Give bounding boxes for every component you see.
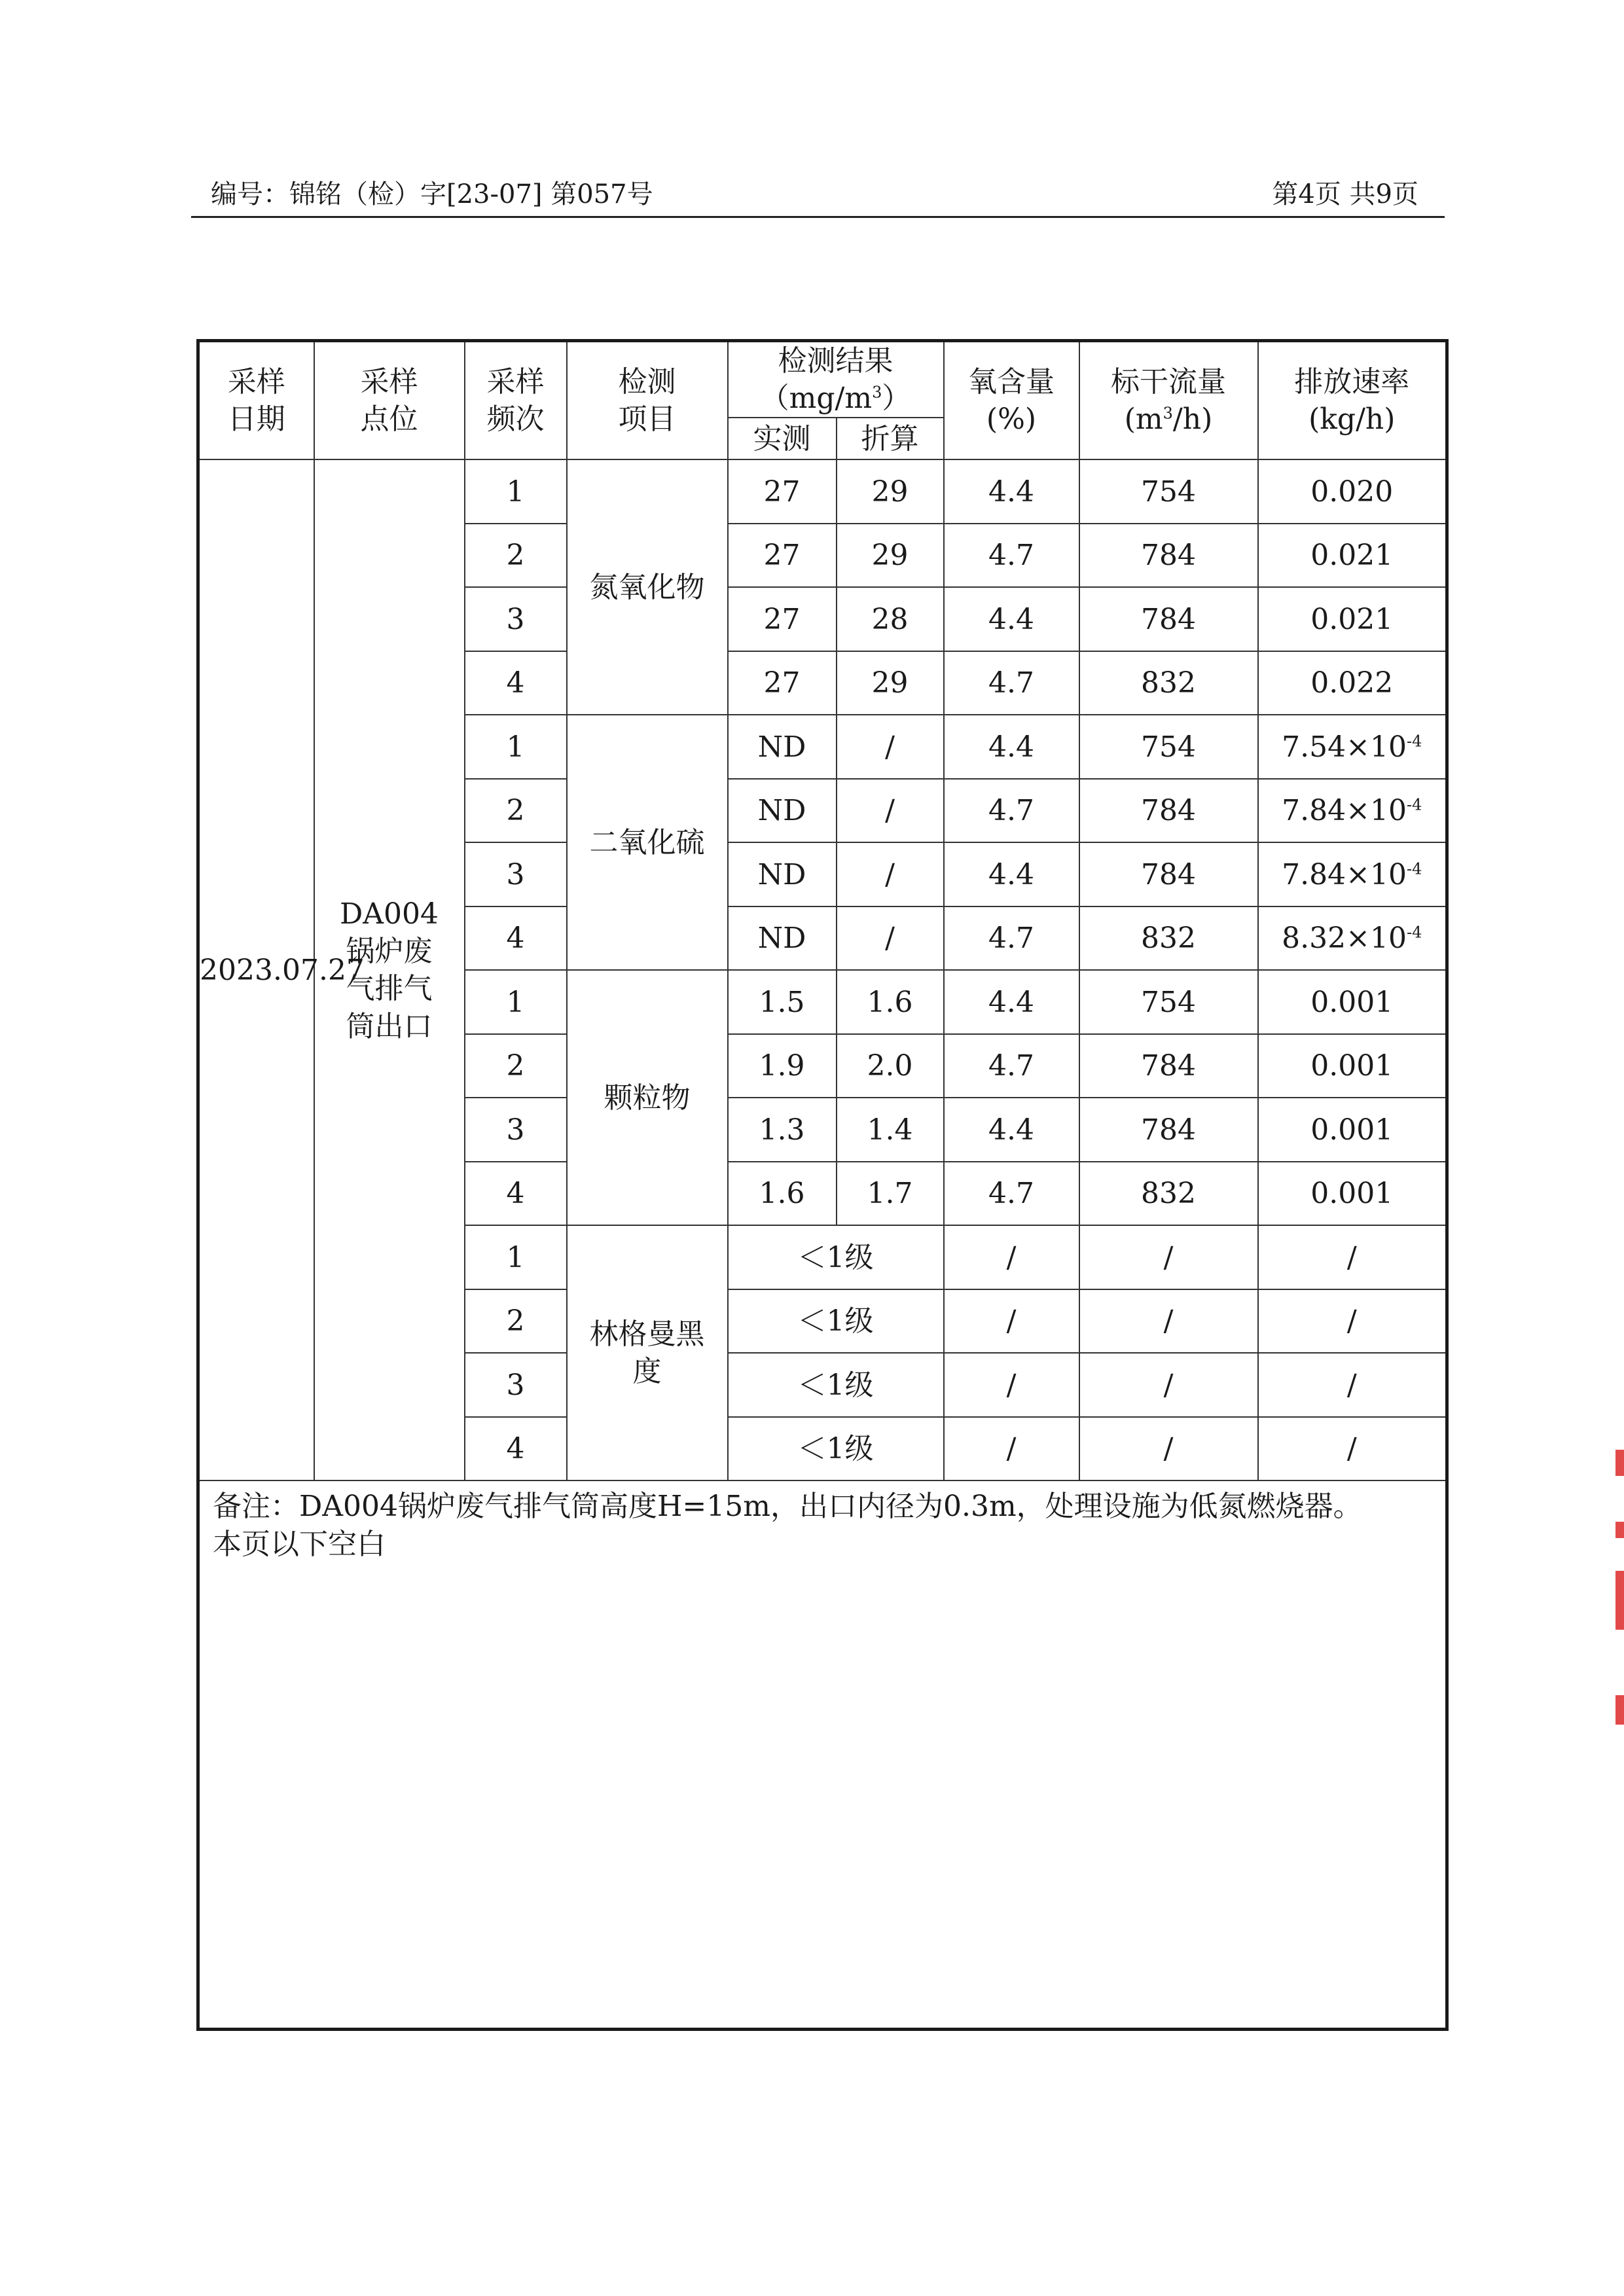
flow-cell: 832	[1079, 1162, 1258, 1226]
measured-cell: ND	[728, 779, 837, 843]
oxygen-cell: /	[944, 1225, 1079, 1289]
header-result-unit: $(mg/m^3)$	[760, 382, 911, 416]
frequency-cell: 3	[465, 842, 567, 906]
seal-edge-mark	[1615, 1450, 1624, 1476]
frequency-cell: 4	[465, 1417, 567, 1481]
rate-cell	[1258, 1098, 1447, 1162]
item-cell: 氮氧化物	[567, 459, 728, 715]
sampling-date: 2023.07.27	[198, 459, 314, 1480]
converted-cell: 1.6	[837, 970, 944, 1034]
doc-number: 编号：锦铭（检）字[23-07] 第057号	[211, 179, 653, 209]
frequency-cell: 1	[465, 970, 567, 1034]
result-cell: ＜1级	[728, 1353, 944, 1417]
rate-value: /	[1346, 1304, 1357, 1338]
seal-edge-mark	[1615, 1522, 1624, 1538]
table-row	[198, 459, 1447, 524]
oxygen-cell: 4.7	[944, 524, 1079, 588]
rate-exponent: -4	[1406, 859, 1422, 878]
flow-cell: 832	[1079, 651, 1258, 715]
frequency-cell: 2	[465, 1034, 567, 1098]
rate-cell	[1258, 1289, 1447, 1354]
oxygen-cell: 4.7	[944, 1034, 1079, 1098]
seal-edge-mark	[1615, 1695, 1624, 1725]
oxygen-cell: 4.7	[944, 651, 1079, 715]
flow-cell: 784	[1079, 1034, 1258, 1098]
header-flow: 标干流量 $(m^3/h)$	[1079, 341, 1258, 460]
header-result	[728, 341, 944, 418]
page-info: 第4页 共9页	[1272, 179, 1418, 209]
flow-cell: 754	[1079, 715, 1258, 779]
converted-cell: /	[837, 842, 944, 906]
results-table	[196, 339, 1449, 2031]
measured-cell: 27	[728, 587, 837, 651]
flow-cell: 754	[1079, 970, 1258, 1034]
frequency-cell: 2	[465, 779, 567, 843]
rate-value: /	[1346, 1432, 1357, 1466]
result-cell: ＜1级	[728, 1289, 944, 1354]
rate-value: 0.001	[1310, 985, 1394, 1019]
rate-value: /	[1346, 1368, 1357, 1402]
rate-value: 7.84×10	[1282, 794, 1407, 828]
result-cell: ＜1级	[728, 1417, 944, 1481]
rate-value: 0.001	[1310, 1113, 1394, 1147]
rate-exponent: -4	[1406, 731, 1422, 750]
rate-value: /	[1346, 1240, 1357, 1274]
item-cell: 林格曼黑度	[567, 1225, 728, 1480]
measured-cell: 1.5	[728, 970, 837, 1034]
rate-cell	[1258, 1162, 1447, 1226]
frequency-cell: 1	[465, 459, 567, 524]
header-item: 检测项目	[567, 341, 728, 460]
header-date: 采样日期	[198, 341, 314, 460]
header-converted: 折算	[837, 418, 944, 459]
frequency-cell: 2	[465, 1289, 567, 1354]
oxygen-cell: /	[944, 1417, 1079, 1481]
flow-cell: 832	[1079, 906, 1258, 971]
rate-cell	[1258, 651, 1447, 715]
header-measured: 实测	[728, 418, 837, 459]
rate-cell	[1258, 1225, 1447, 1289]
rate-cell	[1258, 459, 1447, 524]
oxygen-cell: 4.7	[944, 906, 1079, 971]
converted-cell: /	[837, 779, 944, 843]
oxygen-cell: 4.4	[944, 970, 1079, 1034]
measured-cell: ND	[728, 842, 837, 906]
measured-cell: ND	[728, 715, 837, 779]
oxygen-cell: 4.4	[944, 459, 1079, 524]
frequency-cell: 1	[465, 715, 567, 779]
converted-cell: /	[837, 715, 944, 779]
measured-cell: 27	[728, 459, 837, 524]
flow-cell: /	[1079, 1225, 1258, 1289]
converted-cell: 29	[837, 651, 944, 715]
frequency-cell: 1	[465, 1225, 567, 1289]
item-cell: 颗粒物	[567, 970, 728, 1225]
flow-cell: 754	[1079, 459, 1258, 524]
flow-cell: 784	[1079, 842, 1258, 906]
header-location: 采样点位	[314, 341, 465, 460]
rate-cell	[1258, 1417, 1447, 1481]
flow-cell: /	[1079, 1353, 1258, 1417]
rate-cell	[1258, 779, 1447, 843]
oxygen-cell: 4.4	[944, 1098, 1079, 1162]
oxygen-cell: 4.7	[944, 779, 1079, 843]
flow-cell: 784	[1079, 587, 1258, 651]
header-oxygen: 氧含量 (%)	[944, 341, 1079, 460]
measured-cell: 27	[728, 524, 837, 588]
oxygen-cell: 4.4	[944, 715, 1079, 779]
flow-cell: /	[1079, 1289, 1258, 1354]
frequency-cell: 2	[465, 524, 567, 588]
frequency-cell: 4	[465, 651, 567, 715]
oxygen-cell: 4.7	[944, 1162, 1079, 1226]
flow-cell: 784	[1079, 1098, 1258, 1162]
oxygen-cell: 4.4	[944, 587, 1079, 651]
blank-note: 本页以下空白	[213, 1527, 386, 1561]
note-cell	[198, 1480, 1447, 2030]
result-cell: ＜1级	[728, 1225, 944, 1289]
rate-exponent: -4	[1406, 795, 1422, 814]
rate-cell	[1258, 906, 1447, 971]
converted-cell: /	[837, 906, 944, 971]
oxygen-cell: /	[944, 1353, 1079, 1417]
remark-text: 备注：DA004锅炉废气排气筒高度H=15m，出口内径为0.3m，处理设施为低氮燃烧器。	[213, 1490, 1362, 1524]
oxygen-cell: 4.4	[944, 842, 1079, 906]
rate-value: 7.84×10	[1282, 857, 1407, 891]
rate-value: 0.021	[1310, 602, 1394, 636]
rate-value: 7.54×10	[1282, 730, 1407, 764]
converted-cell: 29	[837, 524, 944, 588]
frequency-cell: 3	[465, 1098, 567, 1162]
converted-cell: 2.0	[837, 1034, 944, 1098]
rate-cell	[1258, 587, 1447, 651]
header-result-label: 检测结果	[778, 344, 893, 378]
rate-value: 0.022	[1310, 666, 1394, 700]
rate-value: 0.001	[1310, 1177, 1394, 1211]
rate-cell	[1258, 1034, 1447, 1098]
rate-cell	[1258, 715, 1447, 779]
converted-cell: 1.7	[837, 1162, 944, 1226]
converted-cell: 1.4	[837, 1098, 944, 1162]
rate-value: 0.020	[1310, 475, 1394, 509]
frequency-cell: 3	[465, 587, 567, 651]
measured-cell: 27	[728, 651, 837, 715]
measured-cell: 1.9	[728, 1034, 837, 1098]
rate-cell	[1258, 970, 1447, 1034]
sampling-location: DA004锅炉废气排气筒出口	[314, 459, 465, 1480]
flow-cell: 784	[1079, 524, 1258, 588]
converted-cell: 29	[837, 459, 944, 524]
oxygen-cell: /	[944, 1289, 1079, 1354]
rate-cell	[1258, 1353, 1447, 1417]
seal-edge-mark	[1615, 1571, 1624, 1630]
measured-cell: 1.6	[728, 1162, 837, 1226]
frequency-cell: 4	[465, 906, 567, 971]
measured-cell: ND	[728, 906, 837, 971]
flow-cell: 784	[1079, 779, 1258, 843]
page-header	[191, 175, 1445, 218]
frequency-cell: 3	[465, 1353, 567, 1417]
header-rate: 排放速率 (kg/h)	[1258, 341, 1447, 460]
rate-exponent: -4	[1406, 923, 1422, 942]
rate-value: 8.32×10	[1282, 922, 1407, 956]
frequency-cell: 4	[465, 1162, 567, 1226]
item-cell: 二氧化硫	[567, 715, 728, 970]
converted-cell: 28	[837, 587, 944, 651]
rate-value: 0.001	[1310, 1049, 1394, 1083]
rate-cell	[1258, 842, 1447, 906]
header-frequency: 采样频次	[465, 341, 567, 460]
flow-cell: /	[1079, 1417, 1258, 1481]
rate-cell	[1258, 524, 1447, 588]
rate-value: 0.021	[1310, 539, 1394, 573]
measured-cell: 1.3	[728, 1098, 837, 1162]
